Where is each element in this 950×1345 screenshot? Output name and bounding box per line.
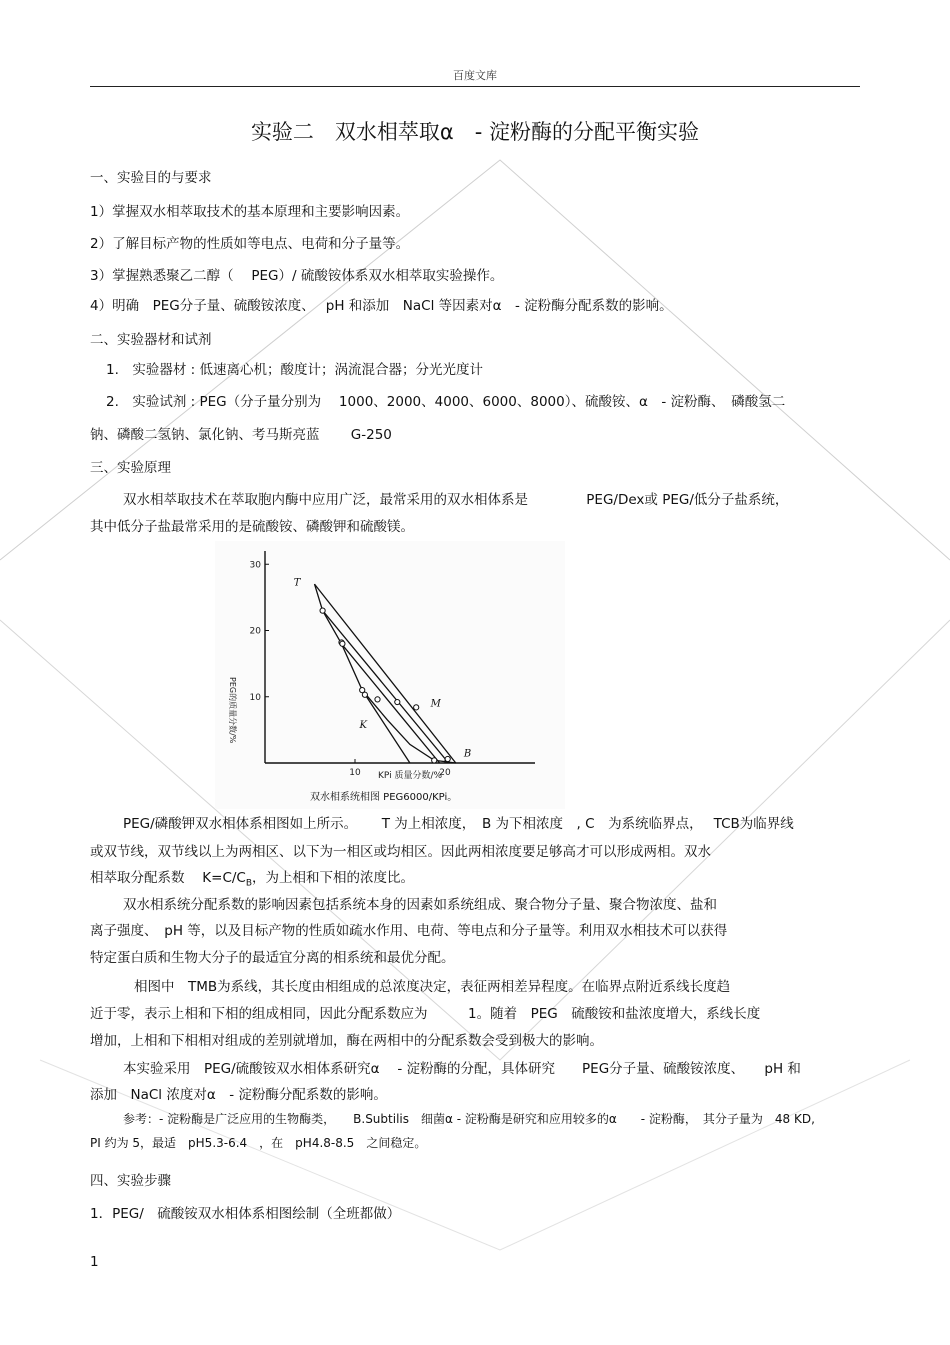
- x-tick-label: 10: [349, 768, 361, 778]
- principle-para-2-line-1: PEG/磷酸钾双水相体系相图如上所示。 T 为上相浓度， B 为下相浓度 , C 为系统临界点， TCB为临界线: [123, 816, 794, 832]
- y-tick-label: 30: [249, 560, 261, 571]
- header-source: 百度文库: [453, 69, 497, 82]
- principle-para-1-line-2: 其中低分子盐最常采用的是硫酸铵、磷酸钾和硫酸镁。: [90, 519, 414, 535]
- materials-item-2: 2. 实验试剂 : PEG（分子量分别为 1000、2000、4000、6000、8000）、硫酸铵、α - 淀粉酶、 磷酸氢二: [106, 394, 786, 410]
- principle-para-4-line-3: 增加，上相和下相相对组成的差别就增加，酶在两相中的分配系数会受到极大的影响。: [90, 1033, 603, 1049]
- phase-diagram-chart: [215, 541, 565, 809]
- figure-caption: 双水相系统相图 PEG6000/KPi。: [310, 792, 458, 803]
- data-point: [320, 608, 325, 613]
- principle-para-2-line-2: 或双节线，双节线以上为两相区、以下为一相区或均相区。因此两相浓度要足够高才可以形成两相。双水: [90, 844, 711, 860]
- objective-item-3: 3）掌握熟悉聚乙二醇（ PEG）/ 硫酸铵体系双水相萃取实验操作。: [90, 268, 504, 284]
- header-rule: [90, 86, 860, 87]
- figure-background: [215, 541, 565, 809]
- principle-para-2-line-3: [90, 866, 414, 889]
- point-label-k: K: [359, 719, 367, 731]
- point-label-t: T: [293, 577, 301, 589]
- reference-note-line-2: PI 约为 5，最适 pH5.3-6.4 ，在 pH4.8-8.5 之间稳定。: [90, 1136, 427, 1150]
- materials-item-2-cont: 钠、磷酸二氢钠、氯化钠、考马斯亮蓝 G-250: [90, 427, 392, 443]
- principle-para-3-line-1: 双水相系统分配系数的影响因素包括系统本身的因素如系统组成、聚合物分子量、聚合物浓度、盐和: [123, 897, 717, 913]
- section-heading-4: 四、实验步骤: [90, 1173, 171, 1189]
- data-point: [414, 705, 419, 710]
- x-tick-label: 20: [439, 768, 451, 778]
- procedure-item-1: 1．PEG/ 硫酸铵双水相体系相图绘制（全班都做）: [90, 1206, 401, 1222]
- page-title: 实验二 双水相萃取α - 淀粉酶的分配平衡实验: [250, 120, 700, 144]
- point-label-m: M: [430, 698, 441, 710]
- principle-para-4-line-1: 相图中 TMB为系线，其长度由相组成的总浓度决定，表征两相差异程度。在临界点附近系线长度趋: [134, 979, 731, 995]
- objective-item-4: 4）明确 PEG分子量、硫酸铵浓度、 pH 和添加 NaCl 等因素对α - 淀粉酶分配系数的影响。: [90, 298, 673, 314]
- section-heading-3: 三、实验原理: [90, 460, 171, 476]
- y-tick-label: 10: [249, 692, 261, 703]
- data-point: [340, 641, 345, 646]
- section-heading-2: 二、实验器材和试剂: [90, 332, 212, 348]
- x-axis-label: KPi 质量分数/%: [378, 771, 443, 781]
- principle-para-5-line-1: 本实验采用 PEG/硫酸铵双水相体系研究α - 淀粉酶的分配，具体研究 PEG分子量、硫酸铵浓度、 pH 和: [123, 1061, 801, 1077]
- phase-diagram-figure: [215, 541, 565, 809]
- data-point: [395, 699, 400, 704]
- y-tick-label: 20: [249, 626, 261, 637]
- principle-para-1-line-1: 双水相萃取技术在萃取胞内酶中应用广泛，最常采用的双水相体系是 PEG/Dex或 PEG/低分子盐系统，: [123, 492, 789, 508]
- principle-para-3-line-2: 离子强度、 pH 等，以及目标产物的性质如疏水作用、电荷、等电点和分子量等。利用双水相技术可以获得: [90, 923, 728, 939]
- partition-coefficient-tail: ，为上相和下相的浓度比。: [252, 870, 415, 886]
- objective-item-1: 1）掌握双水相萃取技术的基本原理和主要影响因素。: [90, 204, 410, 220]
- data-point: [375, 697, 380, 702]
- principle-para-5-line-2: 添加 NaCl 浓度对α - 淀粉酶分配系数的影响。: [90, 1087, 387, 1103]
- y-axis-label: PEG的质量分数/%: [228, 677, 237, 744]
- reference-note-line-1: 参考：- 淀粉酶是广泛应用的生物酶类， B.Subtilis 细菌α - 淀粉酶是研究和应用较多的α - 淀粉酶， 其分子量为 48 KD,: [123, 1112, 815, 1126]
- principle-para-4-line-2: 近于零，表示上相和下相的组成相同，因此分配系数应为 1。随着 PEG 硫酸铵和盐浓度增大，系线长度: [90, 1006, 761, 1022]
- page-number: 1: [90, 1254, 99, 1270]
- principle-para-3-line-3: 特定蛋白质和生物大分子的最适宜分离的相系统和最优分配。: [90, 950, 455, 966]
- data-point: [445, 756, 450, 761]
- data-point: [432, 758, 437, 763]
- data-point: [362, 692, 367, 697]
- materials-item-1: 1. 实验器材 : 低速离心机；酸度计；涡流混合器；分光光度计: [106, 362, 484, 378]
- point-label-b: B: [463, 748, 472, 760]
- partition-coefficient-subscript: B: [245, 878, 253, 889]
- partition-coefficient-text: 相萃取分配系数 K=C/C: [90, 870, 246, 886]
- section-heading-1: 一、实验目的与要求: [90, 170, 212, 186]
- objective-item-2: 2）了解目标产物的性质如等电点、电荷和分子量等。: [90, 236, 410, 252]
